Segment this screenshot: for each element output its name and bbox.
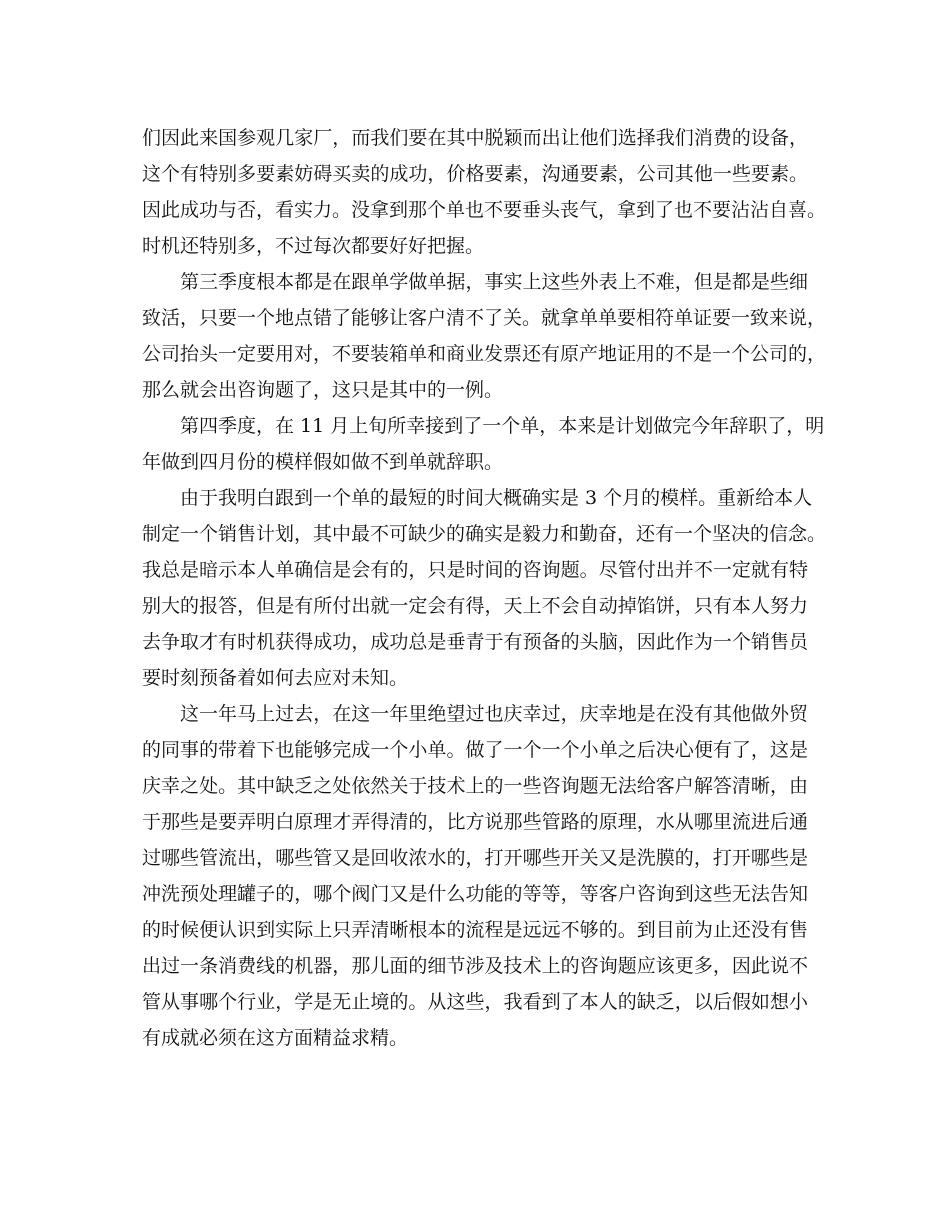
text-line: 管从事哪个行业，学是无止境的。从这些，我看到了本人的缺乏，以后假如想小 [142, 991, 808, 1013]
text-line: 出过一条消费线的机器，那儿面的细节涉及技术上的咨询题应该更多，因此说不 [142, 955, 808, 977]
text-line: 这个有特别多要素妨碍买卖的成功，价格要素，沟通要素，公司其他一些要素。 [142, 163, 808, 185]
paragraph-2 [142, 264, 827, 408]
paragraph-4 [142, 480, 827, 696]
text-line: 要时刻预备着如何去应对未知。 [142, 667, 409, 689]
text-line: 去争取才有时机获得成功，成功总是垂青于有预备的头脑，因此作为一个销售员 [142, 631, 808, 653]
text-line: 我总是暗示本人单确信是会有的，只是时间的咨询题。尽管付出并不一定就有特 [142, 559, 808, 581]
text-line: 冲洗预处理罐子的，哪个阀门又是什么功能的等等，等客户咨询到这些无法告知 [142, 883, 808, 905]
text-line: 这一年马上过去，在这一年里绝望过也庆幸过，庆幸地是在没有其他做外贸 [180, 703, 808, 725]
text-line: 的同事的带着下也能够完成一个小单。做了一个一个小单之后决心便有了，这是 [142, 739, 808, 761]
text-line: 时机还特别多，不过每次都要好好把握。 [142, 235, 485, 257]
paragraph-1 [142, 120, 827, 264]
text-line: 有成就必须在这方面精益求精。 [142, 1027, 409, 1049]
text-line: 公司抬头一定要用对，不要装箱单和商业发票还有原产地证用的不是一个公司的， [142, 343, 827, 365]
text-line: 制定一个销售计划，其中最不可缺少的确实是毅力和勤奋，还有一个坚决的信念。 [142, 523, 827, 545]
text-line: 年做到四月份的模样假如做不到单就辞职。 [142, 451, 504, 473]
text-line: 们因此来国参观几家厂，而我们要在其中脱颖而出让他们选择我们消费的设备， [142, 127, 808, 149]
text-line: 于那些是要弄明白原理才弄得清的，比方说那些管路的原理，水从哪里流进后通 [142, 811, 808, 833]
text-line: 那么就会出咨询题了，这只是其中的一例。 [142, 379, 504, 401]
document-page [142, 120, 827, 1056]
text-line: 过哪些管流出，哪些管又是回收浓水的，打开哪些开关又是洗膜的，打开哪些是 [142, 847, 808, 869]
paragraph-3 [142, 408, 825, 480]
paragraph-5 [142, 696, 808, 1056]
text-line: 第四季度，在 11 月上旬所幸接到了一个单，本来是计划做完今年辞职了，明 [180, 415, 825, 437]
text-line: 第三季度根本都是在跟单学做单据，事实上这些外表上不难，但是都是些细 [180, 271, 808, 293]
text-line: 别大的报答，但是有所付出就一定会有得，天上不会自动掉馅饼，只有本人努力 [142, 595, 808, 617]
text-line: 因此成功与否，看实力。没拿到那个单也不要垂头丧气，拿到了也不要沾沾自喜。 [142, 199, 827, 221]
text-line: 由于我明白跟到一个单的最短的时间大概确实是 3 个月的模样。重新给本人 [180, 487, 813, 509]
text-line: 致活，只要一个地点错了能够让客户清不了关。就拿单单要相符单证要一致来说， [142, 307, 827, 329]
text-line: 庆幸之处。其中缺乏之处依然关于技术上的一些咨询题无法给客户解答清晰，由 [142, 775, 808, 797]
text-line: 的时候便认识到实际上只弄清晰根本的流程是远远不够的。到目前为止还没有售 [142, 919, 808, 941]
